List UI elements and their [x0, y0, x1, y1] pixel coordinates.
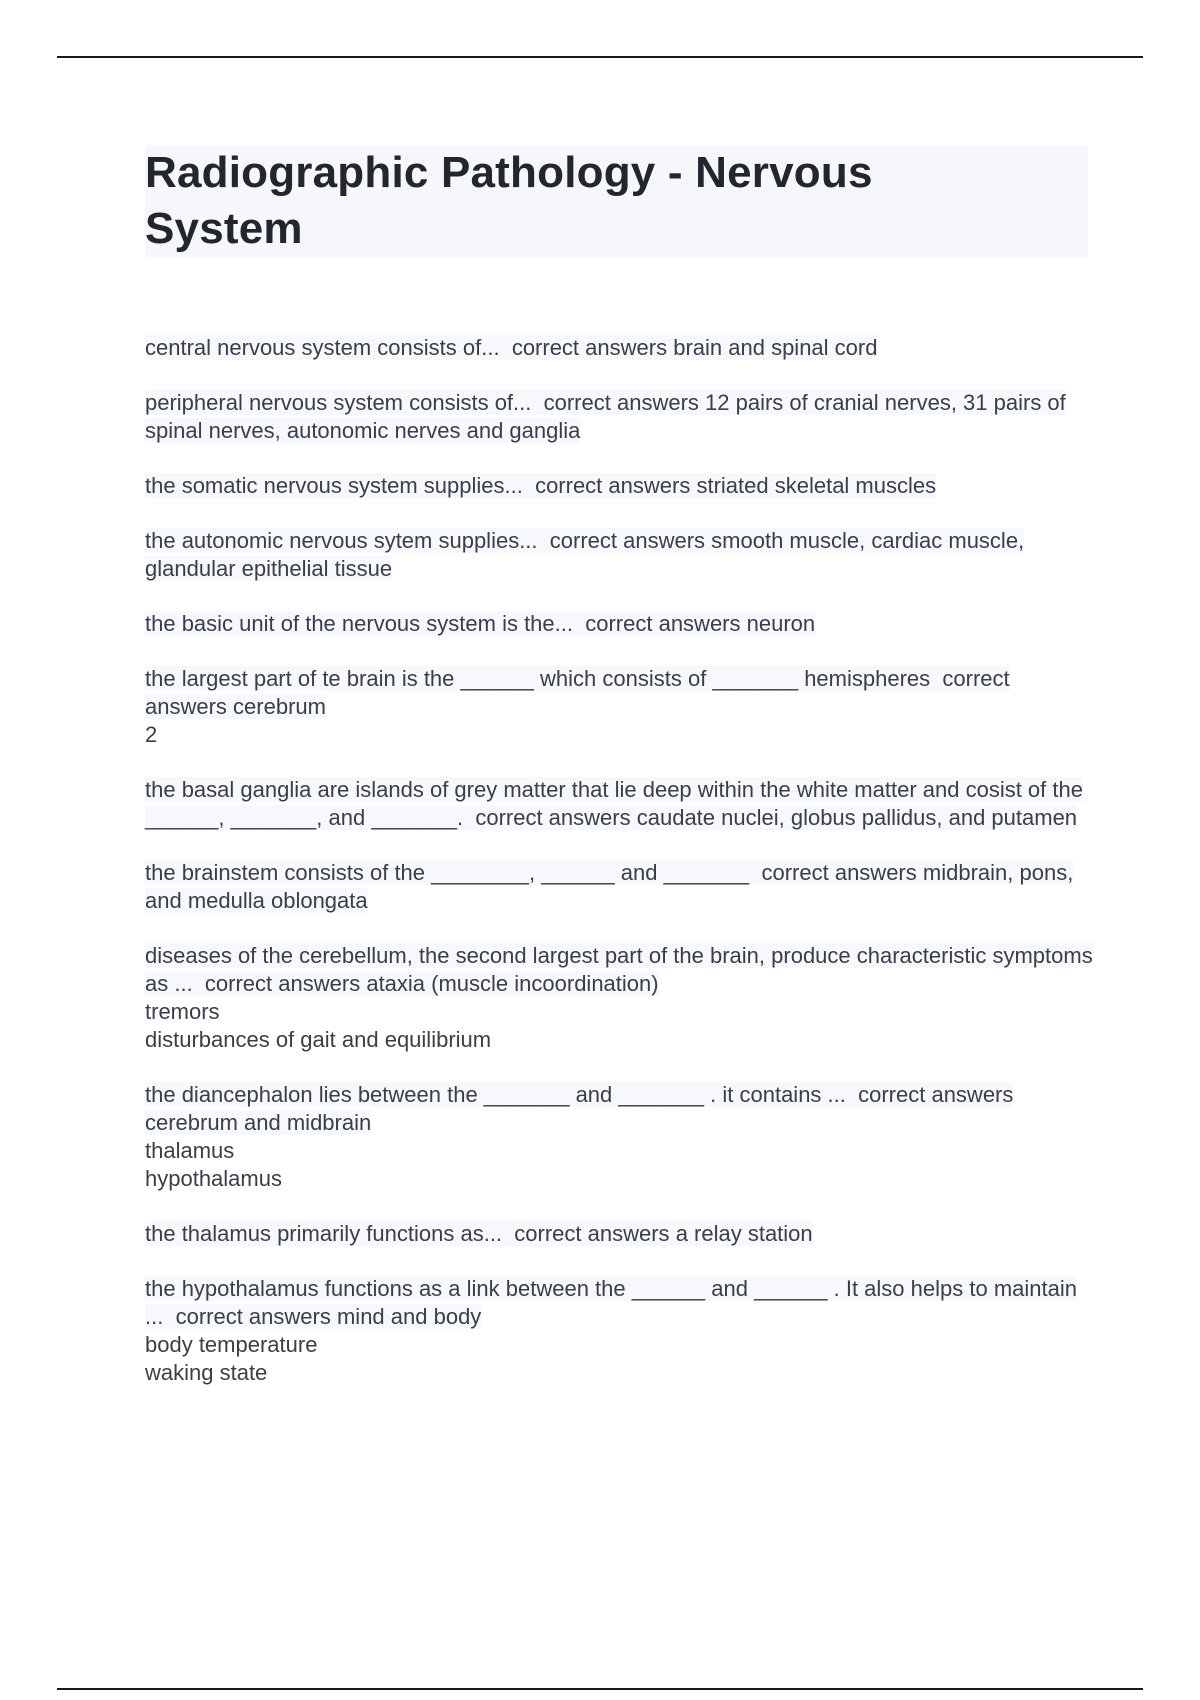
qa-text [145, 777, 1083, 830]
qa-answer-extra-line: hypothalamus [145, 1166, 282, 1191]
title-block [145, 145, 1088, 257]
qa-question: peripheral nervous system consists of... [145, 390, 532, 415]
qa-answer-extra-line: disturbances of gait and equilibrium [145, 1027, 492, 1052]
qa-answer-label: correct answers [175, 1304, 331, 1329]
qa-answer: cerebrum and midbrain [145, 1110, 372, 1135]
qa-item [145, 472, 1095, 500]
qa-item [145, 942, 1095, 1054]
qa-item [145, 1275, 1095, 1387]
document-title-line-2: System [145, 204, 303, 253]
qa-question: the somatic nervous system supplies... [145, 473, 523, 498]
bottom-rule [57, 1688, 1143, 1690]
qa-item [145, 610, 1095, 638]
qa-answer-label: correct answers [145, 666, 1010, 719]
qa-answer: a relay station [675, 1221, 813, 1246]
qa-text [145, 1276, 1077, 1329]
qa-answer-label: correct answers [535, 473, 691, 498]
qa-item [145, 776, 1095, 832]
qa-item [145, 665, 1095, 749]
qa-question: the basic unit of the nervous system is the... [145, 611, 573, 636]
qa-answer-label: correct answers [549, 528, 706, 553]
qa-item [145, 1220, 1095, 1248]
qa-text [145, 943, 1093, 996]
qa-text [145, 473, 936, 498]
qa-answer-extra-line: waking state [145, 1360, 268, 1385]
qa-answer: striated skeletal muscles [696, 473, 937, 498]
qa-answer: caudate nuclei, globus pallidus, and putamen [636, 805, 1078, 830]
qa-question: diseases of the cerebellum, the second largest part of the brain, produce characteristic symptoms as ... [145, 943, 1093, 996]
qa-answer: 12 pairs of cranial nerves, 31 pairs of spinal nerves, autonomic nerves and ganglia [145, 390, 1066, 443]
qa-question: central nervous system consists of... [145, 335, 500, 360]
qa-answer-label: correct answers [511, 335, 668, 360]
qa-answer-label: correct answers [761, 860, 917, 885]
qa-answer-label: correct answers [585, 611, 741, 636]
qa-text [145, 860, 1073, 913]
qa-answer-label: correct answers [543, 390, 699, 415]
qa-answer-label: correct answers [514, 1221, 670, 1246]
qa-text [145, 1082, 1013, 1135]
qa-text [145, 390, 1066, 443]
qa-list [145, 334, 1095, 1414]
qa-text [145, 528, 1024, 581]
qa-question: the hypothalamus functions as a link between the ______ and ______ . It also helps to maintain ... [145, 1276, 1077, 1329]
qa-answer: neuron [746, 611, 816, 636]
qa-answer-label: correct answers [204, 971, 361, 996]
document-title-line-1: Radiographic Pathology - Nervous [145, 148, 873, 197]
qa-question: the largest part of te brain is the ______ which consists of _______ hemispheres [145, 666, 931, 691]
top-rule [57, 56, 1143, 58]
qa-answer-label: correct answers [858, 1082, 1014, 1107]
qa-question: the brainstem consists of the ________, ______ and _______ [145, 860, 750, 885]
qa-answer-extra-line: body temperature [145, 1332, 318, 1357]
qa-answer: ataxia (muscle incoordination) [366, 971, 659, 996]
qa-item [145, 1081, 1095, 1193]
qa-text [145, 666, 1010, 719]
qa-item [145, 334, 1095, 362]
qa-item [145, 527, 1095, 583]
qa-answer: smooth muscle, cardiac muscle, glandular epithelial tissue [145, 528, 1025, 581]
qa-answer-label: correct answers [475, 805, 631, 830]
qa-answer-extra-line: tremors [145, 999, 220, 1024]
qa-answer-extra-line: 2 [145, 722, 158, 747]
qa-answer: mind and body [336, 1304, 482, 1329]
qa-text [145, 611, 815, 636]
document-title [145, 145, 1088, 257]
qa-answer: brain and spinal cord [673, 335, 878, 360]
qa-question: the thalamus primarily functions as... [145, 1221, 503, 1246]
qa-text [145, 335, 877, 360]
qa-question: the autonomic nervous sytem supplies... [145, 528, 538, 553]
qa-answer-extra-line: thalamus [145, 1138, 235, 1163]
qa-answer: midbrain, pons, and medulla oblongata [145, 860, 1074, 913]
qa-text [145, 1221, 813, 1246]
qa-question: the basal ganglia are islands of grey matter that lie deep within the white matter and cosist of the ______, _______, and _______. [145, 777, 1083, 830]
qa-answer: cerebrum [233, 694, 326, 719]
qa-item [145, 389, 1095, 445]
qa-question: the diancephalon lies between the _______ and _______ . it contains ... [145, 1082, 846, 1107]
qa-item [145, 859, 1095, 915]
